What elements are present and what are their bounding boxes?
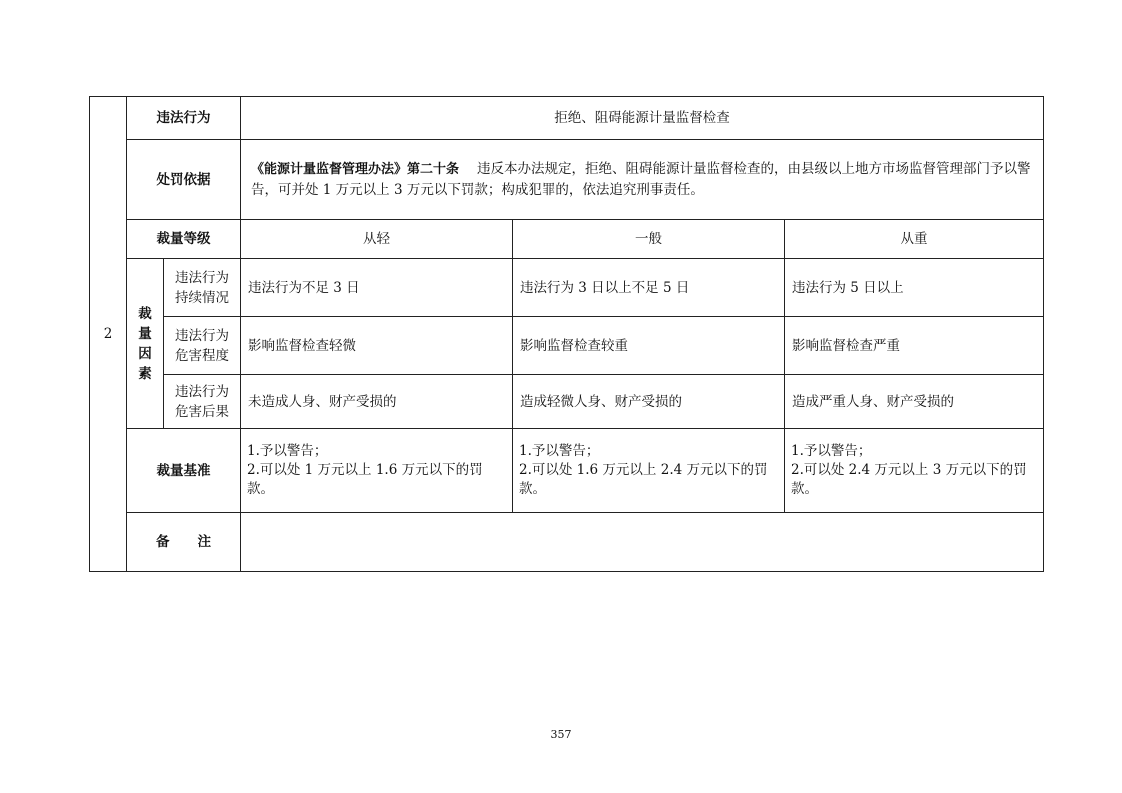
page-number: 357 [550,728,572,741]
remarks-row [90,513,1044,572]
factor-label-line: 违法行为 [175,269,229,286]
factor-label-line: 违法行为 [175,383,229,400]
factors-group-char: 裁 [138,305,152,322]
violation-text: 拒绝、阻碍能源计量监督检查 [241,97,1044,140]
penalty-discretion-table [89,96,1044,572]
factors-group-label [127,259,164,429]
factor-label-line: 违法行为 [175,327,229,344]
factor-value: 未造成人身、财产受损的 [241,375,513,429]
factor-value: 造成严重人身、财产受损的 [785,375,1044,429]
factor-label-consequence [164,375,241,429]
factor-row-severity [90,317,1044,375]
basis-row [90,140,1044,220]
basis-content [241,140,1044,220]
law-reference: 《能源计量监督管理办法》第二十条 [251,161,460,177]
standard-line: 1.予以警告； [791,443,872,459]
remarks-text [241,513,1044,572]
level-light: 从轻 [241,220,513,259]
remarks-label-char: 注 [197,534,211,550]
violation-label: 违法行为 [127,97,241,140]
factors-group-char: 素 [138,365,152,382]
factor-row-duration [90,259,1044,317]
factor-value: 影响监督检查较重 [513,317,785,375]
remarks-label [127,513,241,572]
standard-normal [513,429,785,513]
standard-line: 2.可以处 2.4 万元以上 3 万元以下的罚 [791,462,1027,478]
levels-row [90,220,1044,259]
factors-group-char: 因 [138,345,152,362]
factor-value: 影响监督检查轻微 [241,317,513,375]
factor-label-duration [164,259,241,317]
factor-row-consequence [90,375,1044,429]
standard-heavy [785,429,1044,513]
standard-line: 2.可以处 1 万元以上 1.6 万元以下的罚款。 [247,462,483,497]
level-normal: 一般 [513,220,785,259]
standard-light [241,429,513,513]
factor-label-line: 持续情况 [175,289,229,306]
factor-value: 影响监督检查严重 [785,317,1044,375]
standard-label: 裁量基准 [127,429,241,513]
row-number: 2 [90,97,127,572]
factor-label-severity [164,317,241,375]
violation-row [90,97,1044,140]
standard-line: 1.予以警告； [519,443,600,459]
factors-group-char: 量 [138,325,152,342]
standard-line: 款。 [519,481,546,497]
standard-row [90,429,1044,513]
factor-value: 违法行为不足 3 日 [241,259,513,317]
levels-label: 裁量等级 [127,220,241,259]
basis-text: 违反本办法规定，拒绝、阻碍能源计量监督检查的，由县级以上地方市场监督管理部门予以警告，可并处 1 万元以上 3 万元以下罚款；构成犯罪的，依法追究刑事责任。 [251,160,1031,198]
factor-label-line: 危害程度 [175,347,229,364]
factor-value: 违法行为 5 日以上 [785,259,1044,317]
level-heavy: 从重 [785,220,1044,259]
remarks-label-char: 备 [156,534,170,550]
factor-label-line: 危害后果 [175,403,229,420]
basis-label: 处罚依据 [127,140,241,220]
standard-line: 1.予以警告； [247,443,328,459]
factor-value: 违法行为 3 日以上不足 5 日 [513,259,785,317]
standard-line: 款。 [791,481,818,497]
standard-line: 2.可以处 1.6 万元以上 2.4 万元以下的罚 [519,462,768,478]
factor-value: 造成轻微人身、财产受损的 [513,375,785,429]
